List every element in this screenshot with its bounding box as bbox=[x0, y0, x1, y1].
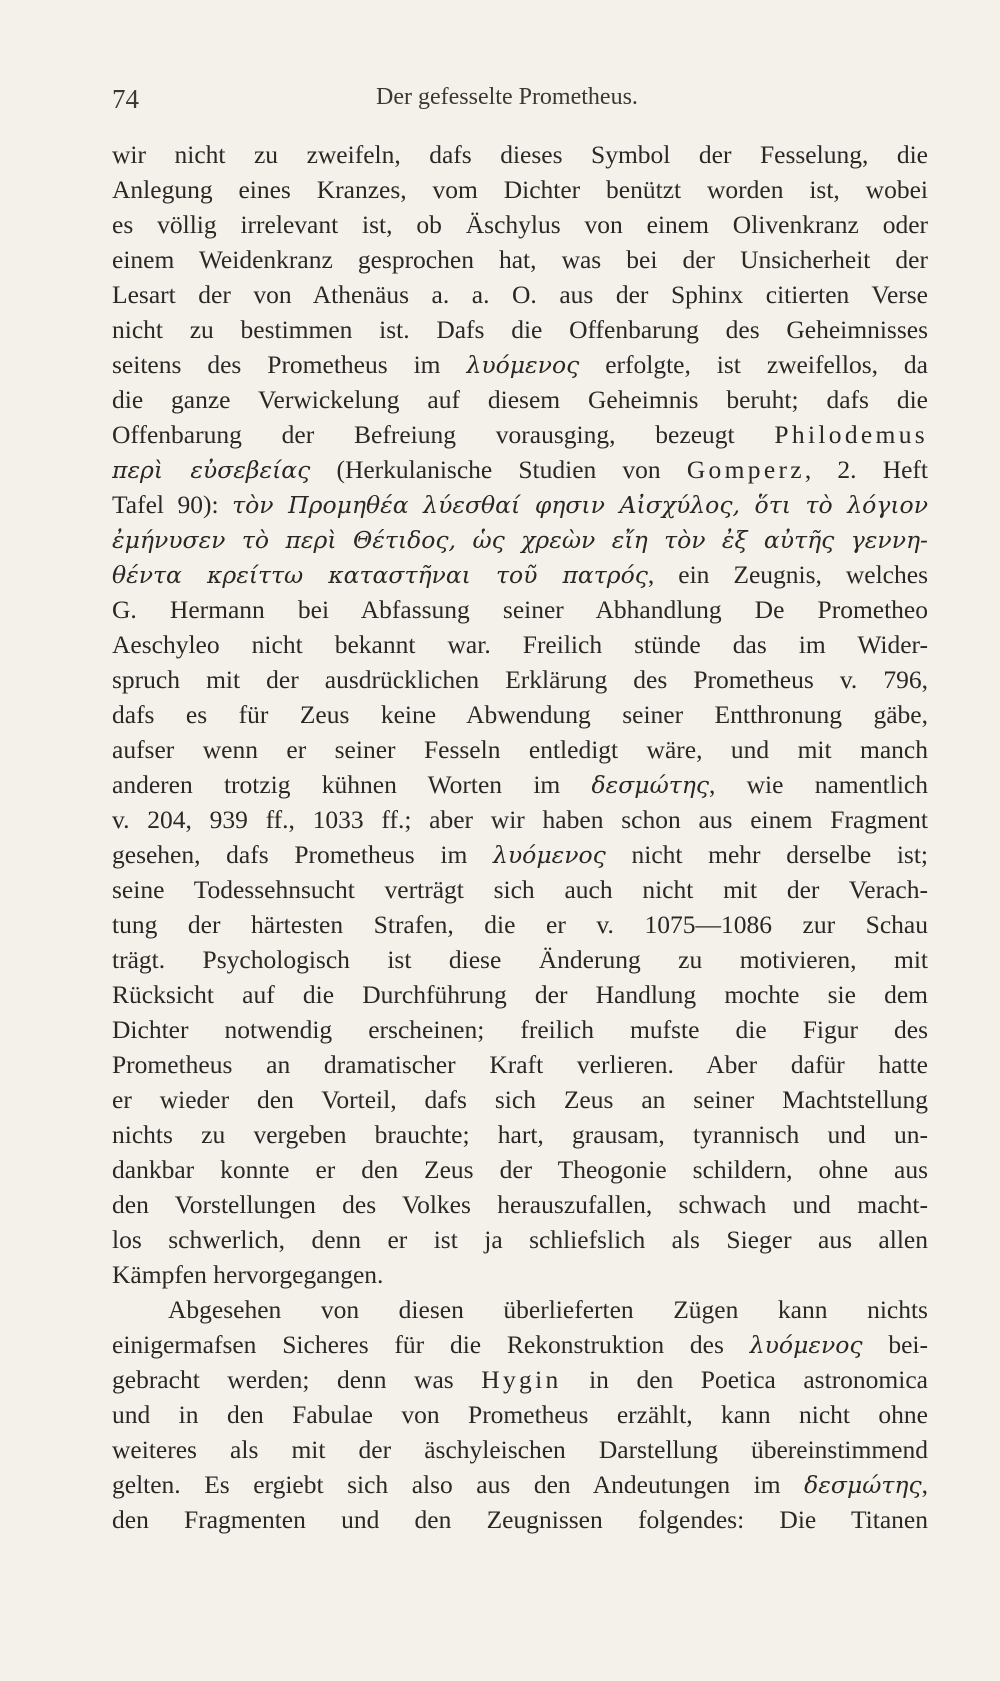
text-segment: und in den Fabulae von Prometheus erzählt, kann nicht ohne bbox=[112, 1400, 928, 1429]
text-segment: dankbar konnte er den Zeus der Theogonie schildern, ohne aus bbox=[112, 1155, 928, 1184]
text-line bbox=[112, 767, 928, 802]
text-segment: Anlegung eines Kranzes, vom Dichter benützt worden ist, wobei bbox=[112, 175, 928, 204]
text-line bbox=[112, 977, 928, 1012]
page-number: 74 bbox=[112, 84, 139, 114]
text-segment: gebracht werden; denn was bbox=[112, 1365, 482, 1394]
text-segment: spruch mit der ausdrücklichen Erklärung des Prometheus v. 796, bbox=[112, 665, 928, 694]
text-line bbox=[112, 1047, 928, 1082]
greek-term: δεσμώτης bbox=[804, 1471, 922, 1499]
text-line bbox=[112, 312, 928, 347]
text-line bbox=[112, 1187, 928, 1222]
text-segment: wir nicht zu zweifeln, dafs dieses Symbol der Fesselung, die bbox=[112, 140, 928, 169]
text-line bbox=[112, 452, 928, 487]
text-line bbox=[112, 1397, 928, 1432]
text-segment: Kämpfen hervorgegangen. bbox=[112, 1260, 384, 1289]
text-segment: Rücksicht auf die Durchführung der Handlung mochte sie dem bbox=[112, 980, 928, 1009]
text-segment: anderen trotzig kühnen Worten im bbox=[112, 770, 592, 799]
text-segment: einem Weidenkranz gesprochen hat, was bei der Unsicherheit der bbox=[112, 245, 928, 274]
text-segment: , wie namentlich bbox=[708, 770, 928, 799]
text-segment: Offenbarung der Befreiung vorausging, bezeugt bbox=[112, 420, 775, 449]
text-line bbox=[112, 382, 928, 417]
text-line bbox=[112, 1222, 928, 1257]
text-segment: Tafel 90): bbox=[112, 490, 233, 519]
author-name: Philodemus bbox=[774, 420, 928, 449]
page-header bbox=[112, 84, 928, 122]
text-line bbox=[112, 417, 928, 452]
text-line bbox=[112, 277, 928, 312]
text-line bbox=[112, 907, 928, 942]
text-segment: den Fragmenten und den Zeugnissen folgendes: Die Titanen bbox=[112, 1505, 928, 1534]
text-segment: v. 204, 939 ff., 1033 ff.; aber wir haben schon aus einem Fragment bbox=[112, 805, 928, 834]
text-segment: Abgesehen von diesen überlieferten Zügen kann nichts bbox=[168, 1295, 928, 1324]
text-line bbox=[112, 802, 928, 837]
text-line bbox=[112, 592, 928, 627]
text-segment: er wieder den Vorteil, dafs sich Zeus an seiner Machtstellung bbox=[112, 1085, 928, 1114]
text-segment: tung der härtesten Strafen, die er v. 1075—1086 zur Schau bbox=[112, 910, 928, 939]
paragraph-start-line bbox=[112, 1292, 928, 1327]
text-segment: Dichter notwendig erscheinen; freilich mufste die Figur des bbox=[112, 1015, 928, 1044]
greek-quotation: ἐμήνυσεν τὸ περὶ Θέτιδος, ὡς χρεὼν εἴη τὸν ἐξ αὐτῆς γεννη- bbox=[112, 526, 928, 554]
greek-quotation: τὸν Προμηθέα λύεσθαί φησιν Αἰσχύλος, ὅτι τὸ λόγιον bbox=[232, 491, 928, 519]
text-line bbox=[112, 1012, 928, 1047]
text-line bbox=[112, 627, 928, 662]
text-line bbox=[112, 1362, 928, 1397]
text-segment: den Vorstellungen des Volkes herauszufallen, schwach und macht- bbox=[112, 1190, 928, 1219]
text-line bbox=[112, 1082, 928, 1117]
text-line bbox=[112, 487, 928, 522]
text-line bbox=[112, 872, 928, 907]
text-segment: Lesart der von Athenäus a. a. O. aus der Sphinx citierten Verse bbox=[112, 280, 928, 309]
text-segment: gelten. Es ergiebt sich also aus den Andeutungen im bbox=[112, 1470, 805, 1499]
text-line bbox=[112, 242, 928, 277]
body-text bbox=[112, 137, 928, 1537]
text-segment: seine Todessehnsucht verträgt sich auch nicht mit der Verach- bbox=[112, 875, 928, 904]
text-segment: einigermafsen Sicheres für die Rekonstruktion des bbox=[112, 1330, 750, 1359]
text-segment: nicht mehr derselbe ist; bbox=[605, 840, 928, 869]
text-line bbox=[112, 207, 928, 242]
text-segment: (Herkulanische Studien von bbox=[310, 455, 687, 484]
text-segment: es völlig irrelevant ist, ob Äschylus von einem Olivenkranz oder bbox=[112, 210, 928, 239]
text-segment: bei- bbox=[862, 1330, 928, 1359]
text-segment: Aeschyleo nicht bekannt war. Freilich stünde das im Wider- bbox=[112, 630, 928, 659]
text-segment: erfolgte, ist zweifellos, da bbox=[579, 350, 928, 379]
text-line bbox=[112, 662, 928, 697]
text-line bbox=[112, 557, 928, 592]
text-segment: seitens des Prometheus im bbox=[112, 350, 467, 379]
text-line bbox=[112, 697, 928, 732]
text-segment: G. Hermann bei Abfassung seiner Abhandlung De Prometheo bbox=[112, 595, 928, 624]
text-segment: , 2. Heft bbox=[804, 455, 928, 484]
text-segment: los schwerlich, denn er ist ja schliefslich als Sieger aus allen bbox=[112, 1225, 928, 1254]
text-segment: nichts zu vergeben brauchte; hart, grausam, tyrannisch und un- bbox=[112, 1120, 928, 1149]
text-line bbox=[112, 1327, 928, 1362]
text-line bbox=[112, 732, 928, 767]
text-line bbox=[112, 1117, 928, 1152]
text-line bbox=[112, 1502, 928, 1537]
text-line bbox=[112, 942, 928, 977]
text-line bbox=[112, 1467, 928, 1502]
text-line bbox=[112, 1432, 928, 1467]
text-segment: nicht zu bestimmen ist. Dafs die Offenbarung des Geheimnisses bbox=[112, 315, 928, 344]
running-title: Der gefesselte Prometheus. bbox=[376, 84, 638, 110]
text-line bbox=[112, 837, 928, 872]
greek-term: λυόμενος bbox=[493, 841, 606, 869]
text-segment: , bbox=[921, 1470, 928, 1499]
text-segment: Prometheus an dramatischer Kraft verlieren. Aber dafür hatte bbox=[112, 1050, 928, 1079]
text-segment: die ganze Verwickelung auf diesem Geheimnis beruht; dafs die bbox=[112, 385, 928, 414]
author-name: Hygin bbox=[481, 1365, 562, 1394]
greek-quotation: θέντα κρείττω καταστῆναι τοῦ πατρός bbox=[112, 561, 648, 589]
greek-term: λυόμενος bbox=[749, 1331, 863, 1359]
greek-title: περὶ εὐσεβείας bbox=[112, 456, 311, 484]
text-line bbox=[112, 1257, 928, 1292]
text-line bbox=[112, 1152, 928, 1187]
text-segment: weiteres als mit der äschyleischen Darstellung übereinstimmend bbox=[112, 1435, 928, 1464]
text-segment: dafs es für Zeus keine Abwendung seiner Entthronung gäbe, bbox=[112, 700, 928, 729]
greek-term: δεσμώτης bbox=[591, 771, 709, 799]
text-segment: aufser wenn er seiner Fesseln entledigt wäre, und mit manch bbox=[112, 735, 928, 764]
text-segment: , ein Zeugnis, welches bbox=[647, 560, 928, 589]
text-line bbox=[112, 137, 928, 172]
author-name: Gomperz bbox=[686, 455, 805, 484]
greek-term: λυόμενος bbox=[466, 351, 580, 379]
text-line bbox=[112, 522, 928, 557]
text-segment: in den Poetica astronomica bbox=[561, 1365, 928, 1394]
text-segment: gesehen, dafs Prometheus im bbox=[112, 840, 493, 869]
text-segment: trägt. Psychologisch ist diese Änderung zu motivieren, mit bbox=[112, 945, 928, 974]
text-line bbox=[112, 347, 928, 382]
text-line bbox=[112, 172, 928, 207]
